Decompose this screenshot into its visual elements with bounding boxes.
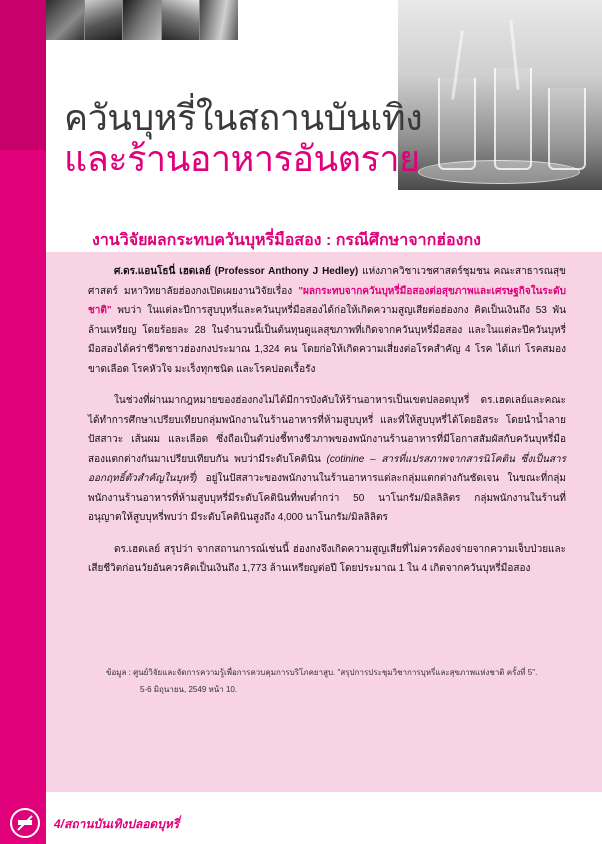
glass <box>438 78 476 170</box>
paragraph-1 <box>88 262 566 379</box>
ashtray <box>418 160 580 184</box>
paragraph-2 <box>88 391 566 528</box>
research-title-highlight: "ผลกระทบจากควันบุหรี่มือสองต่อสุขภาพและเศรษฐกิจในระดับชาติ" <box>88 285 566 316</box>
glass <box>494 68 532 170</box>
paragraph-1-text-a: แห่งภาควิชาเวชศาสตร์ชุมชน คณะสาธารณสุขศาสตร์ มหาวิทยาลัยฮ่องกงเปิดเผยงานวิจัยเรื่อง <box>88 266 566 297</box>
smoking-photo-2 <box>85 0 124 40</box>
paragraph-2-text-a: ในช่วงที่ผ่านมากฎหมายของฮ่องกงไม่ได้มีการบังคับให้ร้านอาหารเป็นเขตปลอดบุหรี่ ดร.เฮดเลย์และคณะ ได้ทำการศึกษาเปรียบเทียบกลุ่มพนักงานในร้านอาหารที่ห้ามสูบบุหรี่ และที่ให้สูบบุหรี่ได้โดยอิสระ โดยนำน้ำลาย ปัสสาวะ เส้นผม และเลือด ซึ่งถือเป็นตัวบ่งชี้ทางชีวภาพของพนักงานร้านอาหารที่มีโอกาสสัมผัสกับควันบุหรี่มือสองแตกต่างกันมาเปรียบเทียบกัน พบว่ามีระดับโคตินิน <box>88 395 566 465</box>
paragraph-3: ดร.เฮดเลย์ สรุปว่า จากสถานการณ์เช่นนี้ ฮ่องกงจึงเกิดความสูญเสียที่ไม่ควรต้องจ่ายจากความเจ็บป่วยและเสียชีวิตก่อนวัยอันควรคิดเป็นเงินถึง 1,773 ล้านเหรียญต่อปี โดยประมาณ 1 ใน 4 เกิดจากควันบุหรี่มือสอง <box>88 543 566 574</box>
page-title-line-1: ควันบุหรี่ในสถานบันเทิง <box>64 97 423 138</box>
source-line-2: 5-6 มิถุนายน, 2549 หน้า 10. <box>140 685 238 694</box>
page-title-line-2: และร้านอาหารอันตราย <box>64 138 420 179</box>
article-body <box>88 262 566 591</box>
smoking-photo-1 <box>46 0 85 40</box>
no-smoking-icon <box>10 808 40 838</box>
smoking-photo-4 <box>162 0 201 40</box>
smoking-photo-3 <box>123 0 162 40</box>
page-footer-label: 4/สถานบันเทิงปลอดบุหรี่ <box>54 817 180 831</box>
source-citation <box>106 664 546 698</box>
author-name: ศ.ดร.แอนโธนี่ เฮดเลย์ (Professor Anthony J Hedley) <box>114 266 359 277</box>
glass <box>548 88 586 170</box>
photo-strip <box>46 0 238 40</box>
paragraph-1-text-b: พบว่า ในแต่ละปีการสูบบุหรี่และควันบุหรี่มือสองได้ก่อให้เกิดความสูญเสียต่อฮ่องกง คิดเป็นเงินถึง 53 พันล้านเหรียญ โดยร้อยละ 28 ในจำนวนนี้เป็นต้นทุนดูแลสุขภาพที่เกิดจากควันบุหรี่มือสอง และในแต่ละปีควันบุหรี่มือสองได้คร่าชีวิตชาวฮ่องกงประมาณ 1,324 คน โดยก่อให้เกิดความเสี่ยงต่อโรคสำคัญ 4 โรค ได้แก่ โรคสมองขาดเลือด โรคหัวใจ มะเร็งทุกชนิด และโรคปอดเรื้อรัง <box>88 305 566 375</box>
left-accent-bar-top <box>0 0 46 150</box>
source-line-1: ข้อมูล : ศูนย์วิจัยและจัดการความรู้เพื่อการควบคุมการบริโภคยาสูบ. "สรุปการประชุมวิชาการบุหรี่และสุขภาพแห่งชาติ ครั้งที่ 5". <box>106 668 538 677</box>
article-subtitle: งานวิจัยผลกระทบควันบุหรี่มือสอง : กรณีศึกษาจากฮ่องกง <box>92 232 481 249</box>
smoking-photo-5 <box>200 0 238 40</box>
cotinine-definition: (cotinine – สารที่แปรสภาพจากสารนิโคติน ซึ่งเป็นสารออกฤทธิ์ตัวสำคัญในบุหรี่) <box>88 453 566 484</box>
paragraph-2-text-b: อยู่ในปัสสาวะของพนักงานในร้านอาหารแต่ละกลุ่มแตกต่างกันชัดเจน ในขณะที่กลุ่มพนักงานร้านอาหารที่ห้ามสูบบุหรี่มีระดับโคตินินที่พบต่ำกว่า 50 นาโนกรัม/มิลลิลิตร กลุ่มพนักงานในร้านที่อนุญาตให้สูบบุหรี่พบว่า มีระดับโคตินินสูงถึง 4,000 นาโนกรัม/มิลลิลิตร <box>88 473 566 523</box>
hero-image-glasses-smoke <box>398 0 602 190</box>
